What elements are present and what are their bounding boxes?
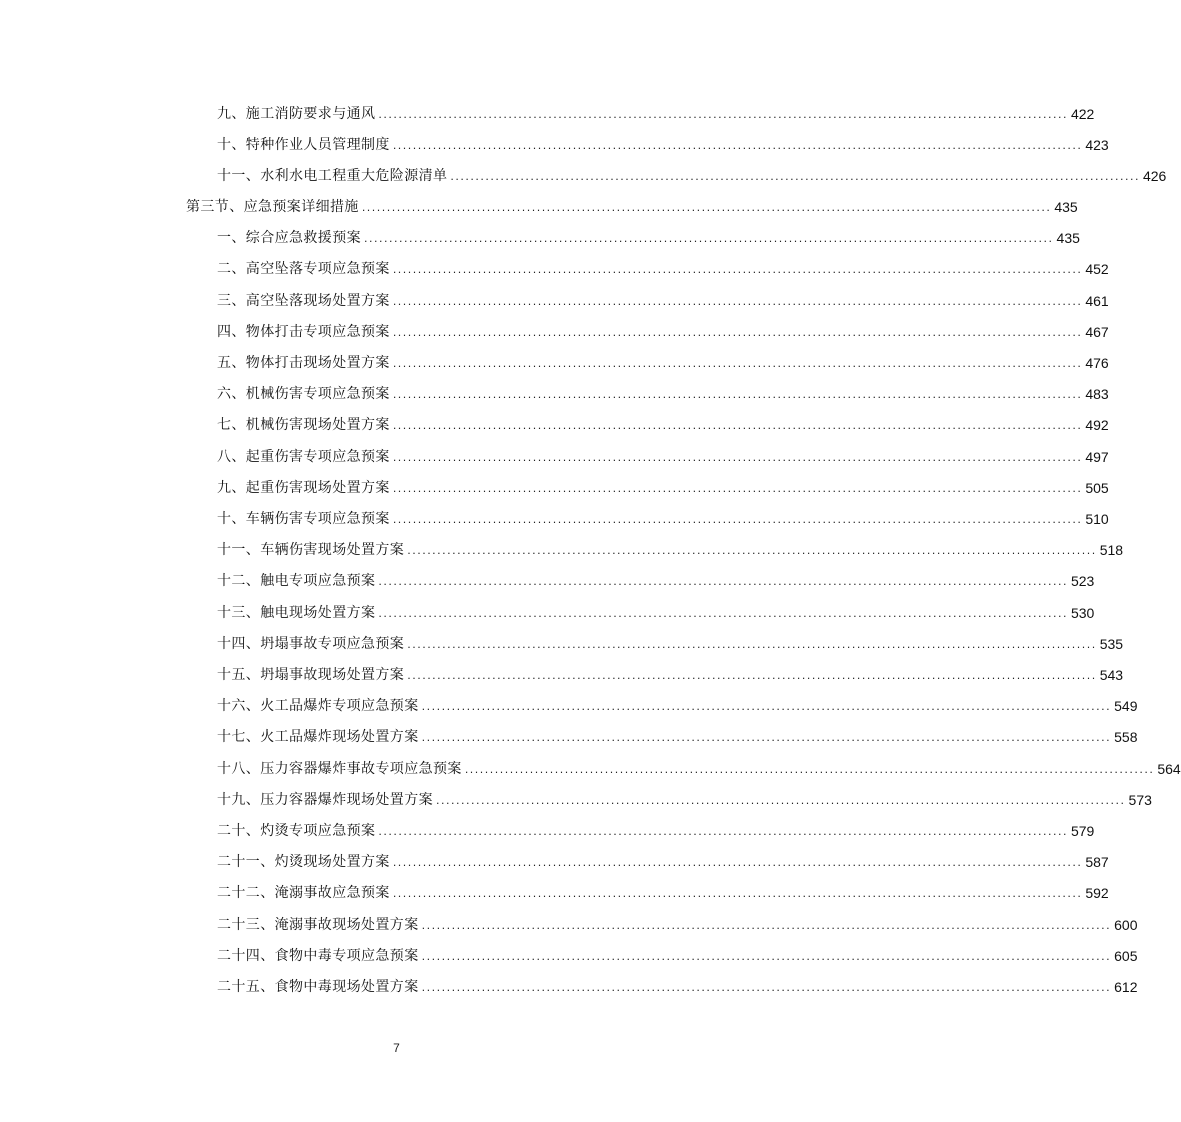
toc-entry[interactable] bbox=[217, 288, 1109, 310]
toc-dot-leader: .......................................................................................................................................... bbox=[421, 981, 1112, 994]
toc-entry-title: 十一、水利水电工程重大危险源清单 bbox=[217, 168, 448, 184]
toc-dot-leader: .......................................................................................................................................... bbox=[392, 326, 1083, 339]
toc-entry[interactable] bbox=[217, 756, 1181, 778]
toc-entry[interactable] bbox=[217, 568, 1095, 590]
toc-entry[interactable] bbox=[217, 101, 1095, 123]
toc-dot-leader: .......................................................................................................................................... bbox=[392, 856, 1083, 869]
toc-dot-leader: .......................................................................................................................................... bbox=[378, 607, 1068, 620]
toc-entry-page: 461 bbox=[1085, 293, 1109, 309]
toc-entry-page: 612 bbox=[1114, 979, 1138, 995]
toc-entry[interactable] bbox=[217, 444, 1109, 466]
toc-dot-leader: .......................................................................................................................................... bbox=[361, 201, 1052, 214]
toc-entry-page: 535 bbox=[1099, 636, 1124, 652]
toc-entry-title: 二十一、灼烫现场处置方案 bbox=[217, 854, 390, 870]
toc-entry-page: 422 bbox=[1070, 106, 1095, 122]
toc-entry[interactable] bbox=[217, 506, 1109, 528]
toc-entry-page: 587 bbox=[1085, 854, 1109, 870]
toc-entry-page: 423 bbox=[1085, 137, 1109, 153]
toc-entry-page: 497 bbox=[1085, 449, 1109, 465]
toc-entry-page: 605 bbox=[1114, 948, 1138, 964]
toc-entry-page: 510 bbox=[1085, 511, 1109, 527]
toc-entry-page: 592 bbox=[1085, 885, 1109, 901]
toc-dot-leader: .......................................................................................................................................... bbox=[392, 451, 1083, 464]
toc-entry[interactable] bbox=[217, 225, 1080, 247]
toc-entry[interactable] bbox=[217, 631, 1124, 653]
toc-entry[interactable] bbox=[217, 537, 1124, 559]
toc-dot-leader: .......................................................................................................................................... bbox=[392, 513, 1083, 526]
toc-dot-leader: .......................................................................................................................................... bbox=[392, 263, 1083, 276]
toc-entry-title: 十一、车辆伤害现场处置方案 bbox=[217, 542, 405, 558]
toc-entry-page: 600 bbox=[1114, 917, 1138, 933]
toc-entry-title: 十八、压力容器爆炸事故专项应急预案 bbox=[217, 761, 462, 777]
toc-section-entry[interactable] bbox=[186, 194, 1078, 216]
toc-dot-leader: .......................................................................................................................................... bbox=[392, 357, 1083, 370]
toc-entry-title: 第三节、应急预案详细措施 bbox=[186, 199, 359, 215]
toc-dot-leader: .......................................................................................................................................... bbox=[392, 388, 1083, 401]
toc-dot-leader: .......................................................................................................................................... bbox=[364, 232, 1054, 245]
toc-entry-title: 九、施工消防要求与通风 bbox=[217, 106, 376, 122]
toc-entry-page: 573 bbox=[1128, 792, 1152, 808]
toc-dot-leader: .......................................................................................................................................... bbox=[392, 295, 1083, 308]
toc-dot-leader: .......................................................................................................................................... bbox=[378, 825, 1068, 838]
toc-dot-leader: .......................................................................................................................................... bbox=[421, 919, 1112, 932]
toc-dot-leader: .......................................................................................................................................... bbox=[450, 170, 1140, 183]
toc-entry-title: 十、车辆伤害专项应急预案 bbox=[217, 511, 390, 527]
toc-dot-leader: .......................................................................................................................................... bbox=[392, 482, 1083, 495]
toc-entry-page: 564 bbox=[1157, 761, 1181, 777]
toc-entry-page: 523 bbox=[1070, 573, 1095, 589]
toc-dot-leader: .......................................................................................................................................... bbox=[392, 139, 1083, 152]
toc-dot-leader: .......................................................................................................................................... bbox=[421, 700, 1112, 713]
toc-entry-page: 492 bbox=[1085, 417, 1109, 433]
toc-entry-title: 二十、灼烫专项应急预案 bbox=[217, 823, 376, 839]
toc-entry[interactable] bbox=[217, 724, 1138, 746]
toc-entry-title: 六、机械伤害专项应急预案 bbox=[217, 386, 390, 402]
toc-dot-leader: .......................................................................................................................................... bbox=[421, 731, 1112, 744]
toc-entry-page: 435 bbox=[1054, 199, 1078, 215]
toc-entry-page: 476 bbox=[1085, 355, 1109, 371]
toc-entry[interactable] bbox=[217, 350, 1109, 372]
toc-entry[interactable] bbox=[217, 693, 1138, 715]
toc-entry-title: 九、起重伤害现场处置方案 bbox=[217, 480, 390, 496]
toc-entry-page: 549 bbox=[1114, 698, 1138, 714]
toc-entry-title: 十五、坍塌事故现场处置方案 bbox=[217, 667, 405, 683]
toc-entry-page: 426 bbox=[1142, 168, 1167, 184]
toc-entry-page: 558 bbox=[1114, 729, 1138, 745]
toc-entry[interactable] bbox=[217, 880, 1109, 902]
toc-entry[interactable] bbox=[217, 912, 1138, 934]
toc-entry-page: 543 bbox=[1099, 667, 1124, 683]
toc-entry-title: 十三、触电现场处置方案 bbox=[217, 605, 376, 621]
toc-entry-title: 二、高空坠落专项应急预案 bbox=[217, 261, 390, 277]
toc-entry-title: 五、物体打击现场处置方案 bbox=[217, 355, 390, 371]
toc-entry-title: 二十二、淹溺事故应急预案 bbox=[217, 885, 390, 901]
toc-entry-title: 二十五、食物中毒现场处置方案 bbox=[217, 979, 419, 995]
toc-entry-page: 483 bbox=[1085, 386, 1109, 402]
toc-entry[interactable] bbox=[217, 943, 1138, 965]
toc-entry-page: 452 bbox=[1085, 261, 1109, 277]
toc-entry[interactable] bbox=[217, 163, 1167, 185]
toc-entry-title: 七、机械伤害现场处置方案 bbox=[217, 417, 390, 433]
toc-dot-leader: .......................................................................................................................................... bbox=[421, 950, 1112, 963]
toc-entry[interactable] bbox=[217, 787, 1152, 809]
toc-entry[interactable] bbox=[217, 662, 1124, 684]
toc-dot-leader: .......................................................................................................................................... bbox=[407, 638, 1097, 651]
page-number: 7 bbox=[393, 1041, 400, 1055]
toc-entry-page: 435 bbox=[1056, 230, 1080, 246]
toc-dot-leader: .......................................................................................................................................... bbox=[378, 108, 1068, 121]
toc-entry-page: 579 bbox=[1070, 823, 1095, 839]
toc-entry-title: 十二、触电专项应急预案 bbox=[217, 573, 376, 589]
toc-entry[interactable] bbox=[217, 600, 1095, 622]
toc-entry-title: 八、起重伤害专项应急预案 bbox=[217, 449, 390, 465]
toc-entry-title: 三、高空坠落现场处置方案 bbox=[217, 293, 390, 309]
toc-entry-title: 四、物体打击专项应急预案 bbox=[217, 324, 390, 340]
toc-dot-leader: .......................................................................................................................................... bbox=[407, 669, 1097, 682]
toc-entry[interactable] bbox=[217, 412, 1109, 434]
toc-dot-leader: .......................................................................................................................................... bbox=[392, 887, 1083, 900]
toc-entry[interactable] bbox=[217, 256, 1109, 278]
toc-entry[interactable] bbox=[217, 849, 1109, 871]
toc-dot-leader: .......................................................................................................................................... bbox=[464, 763, 1155, 776]
toc-entry-page: 530 bbox=[1070, 605, 1095, 621]
toc-entry-title: 十六、火工品爆炸专项应急预案 bbox=[217, 698, 419, 714]
toc-dot-leader: .......................................................................................................................................... bbox=[407, 544, 1097, 557]
toc-entry-title: 十七、火工品爆炸现场处置方案 bbox=[217, 729, 419, 745]
toc-entry-title: 十九、压力容器爆炸现场处置方案 bbox=[217, 792, 433, 808]
toc-entry-title: 一、综合应急救援预案 bbox=[217, 230, 361, 246]
toc-entry-page: 467 bbox=[1085, 324, 1109, 340]
toc-dot-leader: .......................................................................................................................................... bbox=[436, 794, 1126, 807]
toc-entry[interactable] bbox=[217, 132, 1109, 154]
toc-entry-title: 十、特种作业人员管理制度 bbox=[217, 137, 390, 153]
toc-entry-page: 518 bbox=[1099, 542, 1124, 558]
toc-entry[interactable] bbox=[217, 381, 1109, 403]
toc-entry-title: 二十四、食物中毒专项应急预案 bbox=[217, 948, 419, 964]
toc-dot-leader: .......................................................................................................................................... bbox=[378, 575, 1068, 588]
toc-entry[interactable] bbox=[217, 818, 1095, 840]
toc-dot-leader: .......................................................................................................................................... bbox=[392, 419, 1083, 432]
toc-entry-page: 505 bbox=[1085, 480, 1109, 496]
toc-entry-title: 二十三、淹溺事故现场处置方案 bbox=[217, 917, 419, 933]
toc-entry[interactable] bbox=[217, 974, 1138, 996]
toc-entry[interactable] bbox=[217, 475, 1109, 497]
toc-entry[interactable] bbox=[217, 319, 1109, 341]
toc-entry-title: 十四、坍塌事故专项应急预案 bbox=[217, 636, 405, 652]
